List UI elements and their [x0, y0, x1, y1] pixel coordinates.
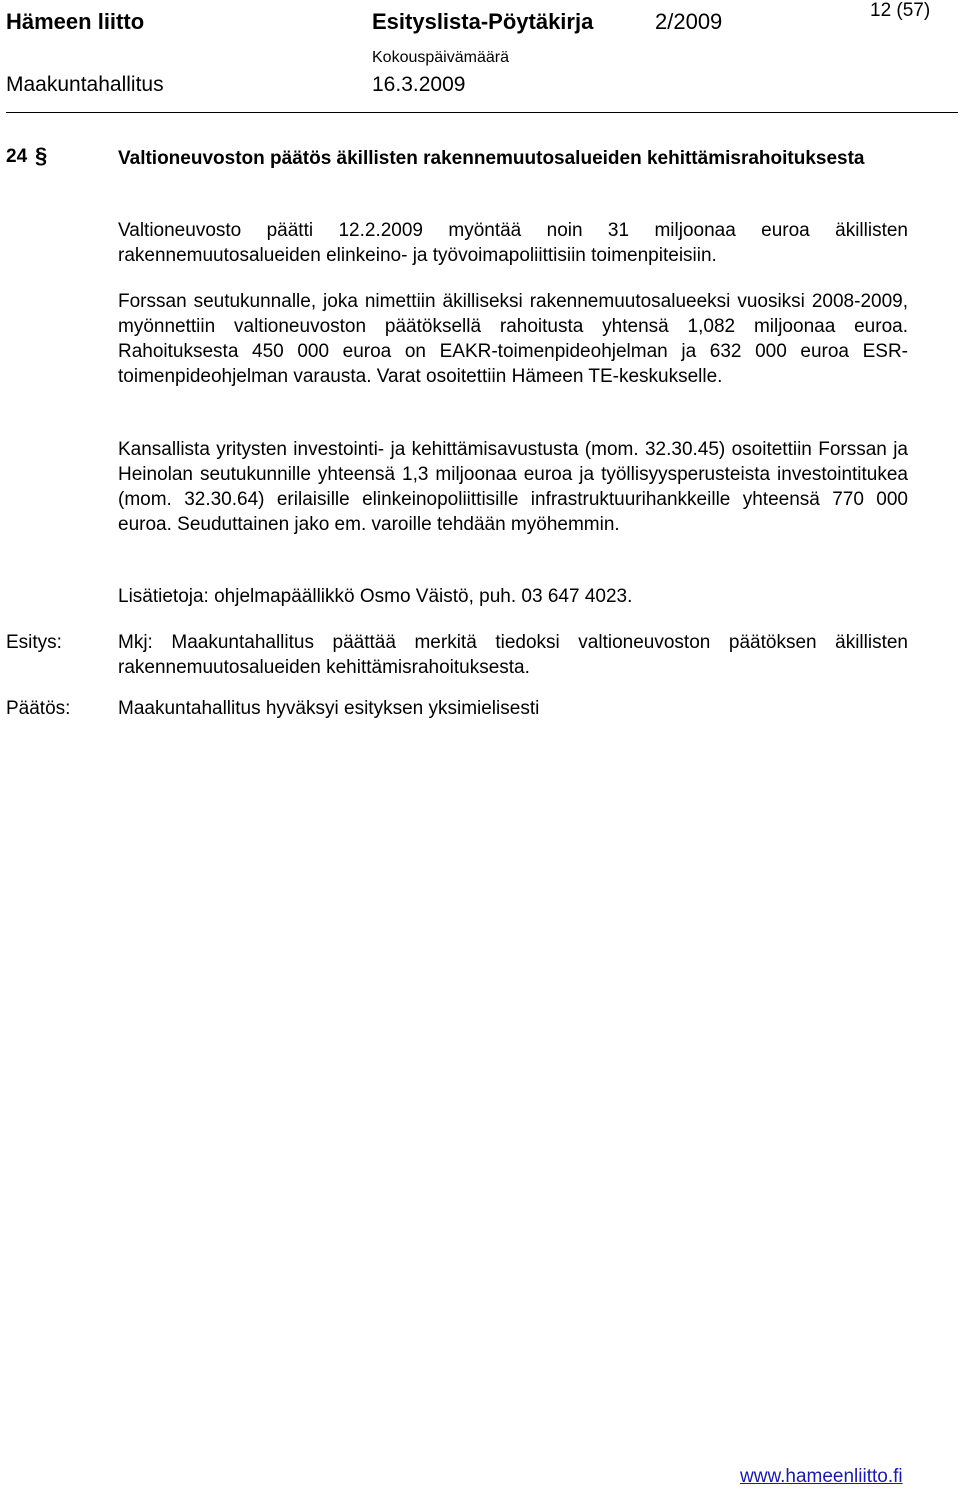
paragraph-forssa-funding: Forssan seutukunnalle, joka nimettiin äkilliseksi rakennemuutosalueeksi vuosiksi 2008-2009, myönnettiin valtioneuvoston päätöksellä rahoitusta yhtensä 1,082 miljoonaa euroa. Rahoituksesta 450 000 euroa on EAKR-toimenpideohjelman ja 632 000 euroa ESR-toimenpideohjelman varausta. Varat osoitettiin Hämeen TE-keskukselle. — [118, 291, 908, 387]
header-divider — [6, 112, 958, 113]
meeting-date: 16.3.2009 — [372, 73, 466, 96]
document-number: 2/2009 — [655, 9, 723, 34]
governing-body: Maakuntahallitus — [6, 73, 164, 96]
decision-text: Maakuntahallitus hyväksyi esityksen yksimielisesti — [118, 698, 540, 719]
decision-label: Päätös: — [6, 698, 71, 719]
paragraph-national-grants: Kansallista yritysten investointi- ja kehittämisavustusta (mom. 32.30.45) osoitettiin Forssan ja Heinolan seutukunnille yhteensä 1,3 miljoonaa euroa ja työllisyysperusteista investointitukea (mom. 32.30.64) erilaisille elinkeinopoliittisille infrastruktuurihankkeille yhteensä 770 000 euroa. Seuduttainen jako em. varoille tehdään myöhemmin. — [118, 439, 908, 535]
item-title: Valtioneuvoston päätös äkillisten rakennemuutosalueiden kehittämisrahoituksesta — [118, 148, 865, 169]
item-number: 24 — [6, 146, 28, 167]
page-number: 12 (57) — [870, 0, 931, 21]
document-type: Esityslista-Pöytäkirja — [372, 9, 594, 34]
meeting-date-label: Kokouspäivämäärä — [372, 49, 509, 66]
paragraph-decision-summary: Valtioneuvosto päätti 12.2.2009 myöntää noin 31 miljoonaa euroa äkillisten rakennemuutosalueiden elinkeino- ja työvoimapoliittisiin toimenpiteisiin. — [118, 220, 908, 266]
organization-name: Hämeen liitto — [6, 9, 145, 34]
paragraph-contact-info: Lisätietoja: ohjelmapäällikkö Osmo Väistö, puh. 03 647 4023. — [118, 586, 633, 607]
section-sign: § — [35, 143, 48, 168]
website-link[interactable]: www.hameenliitto.fi — [740, 1466, 903, 1487]
proposal-text: Mkj: Maakuntahallitus päättää merkitä tiedoksi valtioneuvoston päätöksen äkillisten rakennemuutosalueiden kehittämisrahoituksesta. — [118, 632, 908, 678]
proposal-label: Esitys: — [6, 632, 62, 653]
